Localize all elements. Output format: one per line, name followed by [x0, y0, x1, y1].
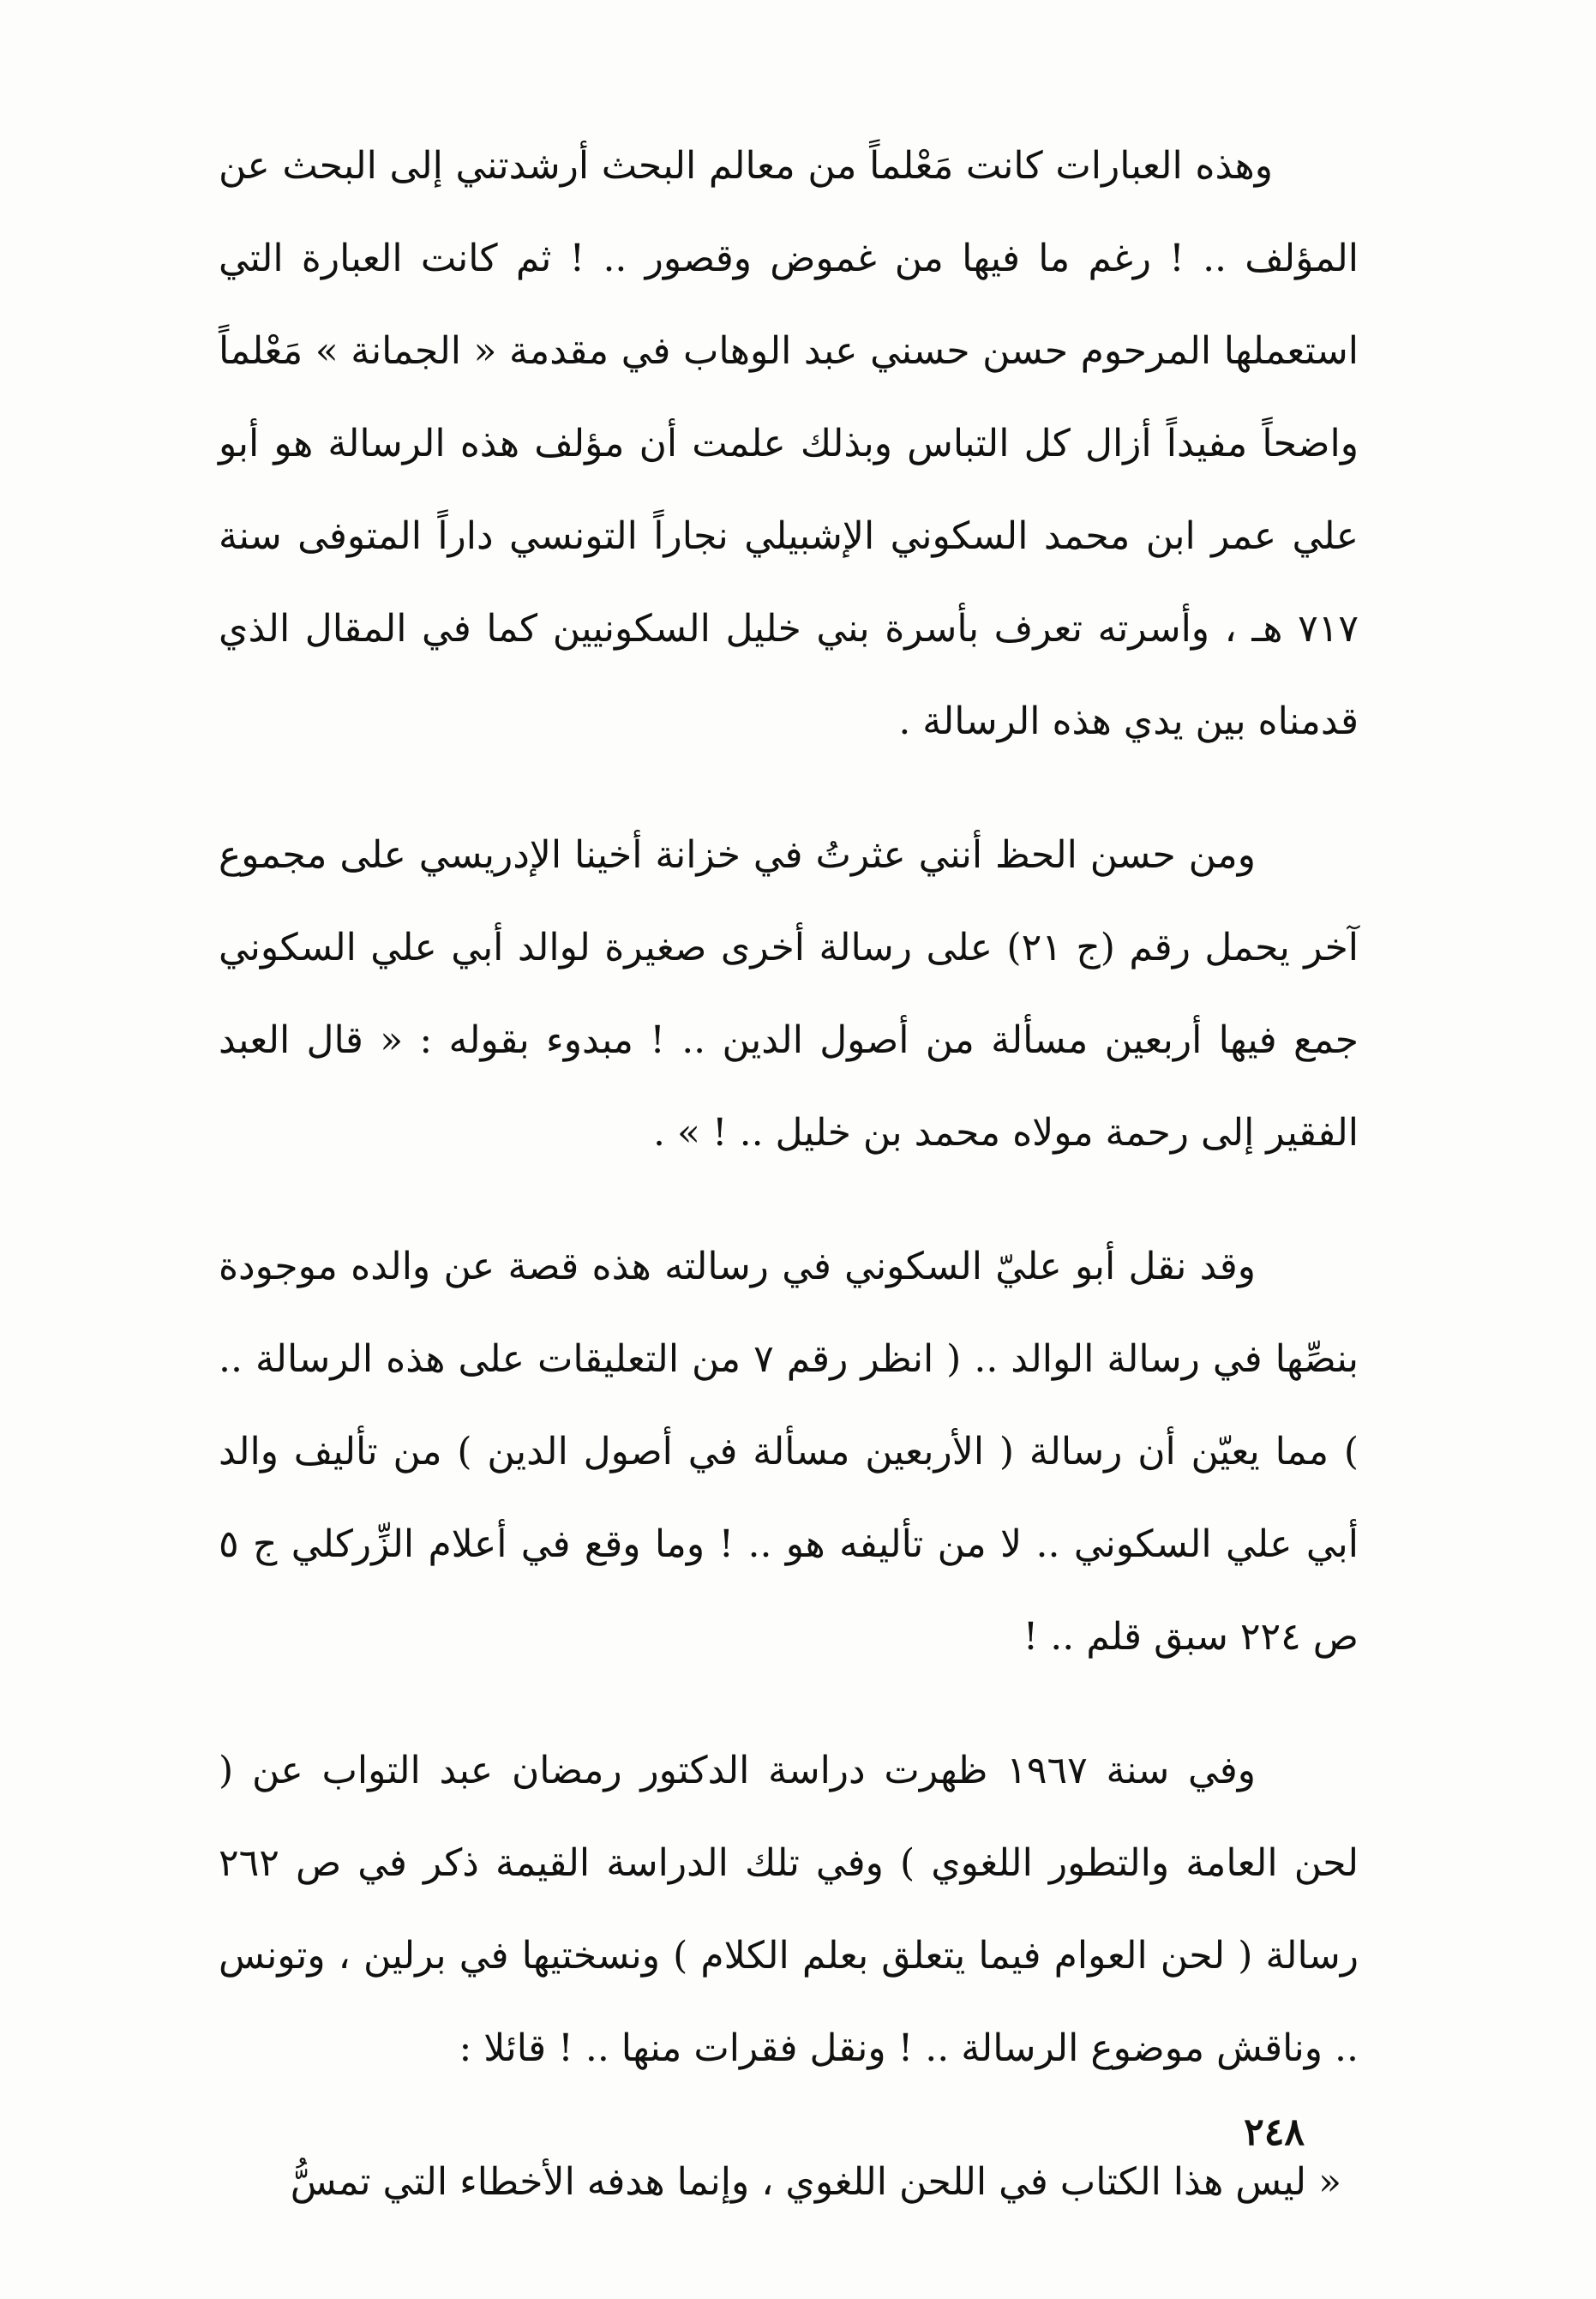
- paragraph-3: وقد نقل أبو عليّ السكوني في رسالته هذه قصة عن والده موجودة بنصِّها في رسالة الوالد .. ( انظر رقم ٧ من التعليقات على هذه الرسالة .. ) مما يعيّن أن رسالة ( الأربعين مسألة في أصول الدين ) من تأليف والد أبي علي السكوني .. لا من تأليفه هو .. ! وما وقع في أعلام الزِّركلي ج ٥ ص ٢٢٤ سبق قلم .. !: [219, 1245, 1359, 1659]
- page-number: ٢٤٨: [1244, 2110, 1305, 2154]
- paragraph-1: وهذه العبارات كانت مَعْلماً من معالم البحث أرشدتني إلى البحث عن المؤلف .. ! رغم ما فيها من غموض وقصور .. ! ثم كانت العبارة التي استعملها المرحوم حسن حسني عبد الوهاب في مقدمة « الجمانة » مَعْلماً واضحاً مفيداً أزال كل التباس وبذلك علمت أن مؤلف هذه الرسالة هو أبو علي عمر ابن محمد السكوني الإشبيلي نجاراً التونسي داراً المتوفى سنة ٧١٧ هـ ، وأسرته تعرف بأسرة بني خليل السكونيين كما في المقال الذي قدمناه بين يدي هذه الرسالة .: [219, 144, 1359, 743]
- quote-line: « ليس هذا الكتاب في اللحن اللغوي ، وإنما هدفه الأخطاء التي تمسُّ: [290, 2160, 1341, 2204]
- paragraph-4: وفي سنة ١٩٦٧ ظهرت دراسة الدكتور رمضان عبد التواب عن ( لحن العامة والتطور اللغوي ) وفي تلك الدراسة القيمة ذكر في ص ٢٦٢ رسالة ( لحن العوام فيما يتعلق بعلم الكلام ) ونسختيها في برلين ، وتونس .. وناقش موضوع الرسالة .. ! ونقل فقرات منها .. ! قائلا :: [219, 1749, 1359, 2070]
- paragraph-2: ومن حسن الحظ أنني عثرتُ في خزانة أخينا الإدريسي على مجموع آخر يحمل رقم (ج ٢١) على رسالة أخرى صغيرة لوالد أبي علي السكوني جمع فيها أربعين مسألة من أصول الدين .. ! مبدوء بقوله : « قال العبد الفقير إلى رحمة مولاه محمد بن خليل .. ! » .: [219, 833, 1359, 1155]
- body-text: [219, 120, 1359, 2229]
